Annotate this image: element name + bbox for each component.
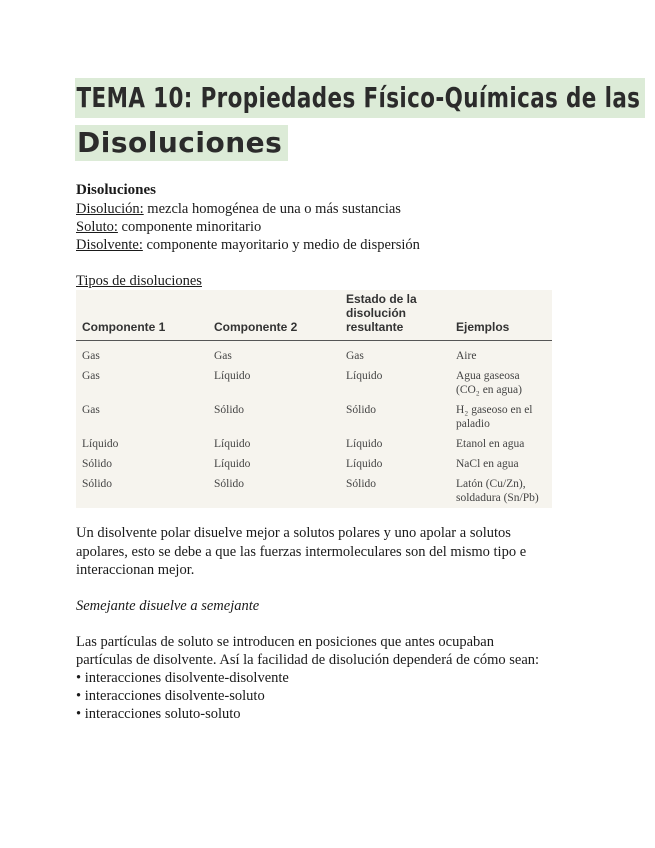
paragraph-line: Las partículas de soluto se introducen en posiciones que antes ocupaban: [76, 634, 494, 650]
table-header-cell: Ejemplos: [450, 290, 552, 341]
section-heading: Disoluciones: [76, 182, 157, 198]
table-header-cell: Estado de la disolución resultante: [340, 290, 450, 341]
bullet-item: • interacciones disolvente-disolvente: [76, 670, 289, 686]
table-cell: Gas: [214, 350, 232, 362]
paragraph-line: Un disolvente polar disuelve mejor a solutos polares y uno apolar a solutos: [76, 525, 511, 541]
table-cell: Líquido: [214, 458, 251, 470]
table-cell: Líquido: [214, 438, 251, 450]
table-row: [76, 400, 552, 434]
table-cell: Sólido: [82, 478, 113, 490]
definition-soluto: [76, 218, 261, 236]
table-cell: NaCl en agua: [456, 458, 519, 470]
definition-disolucion: [76, 200, 401, 218]
table-cell: Líquido: [346, 458, 383, 470]
table-row: [76, 474, 552, 508]
types-heading: Tipos de disoluciones: [76, 273, 202, 289]
table-cell: Aire: [456, 350, 477, 362]
table-cell: Líquido: [214, 370, 251, 382]
title-line-1: TEMA 10: Propiedades Físico-Químicas de las: [75, 78, 645, 118]
table-cell: Sólido: [214, 478, 245, 490]
table-cell: Sólido: [346, 404, 377, 416]
definition-text: mezcla homogénea de una o más sustancias: [143, 201, 401, 217]
table-cell: Gas: [82, 370, 100, 382]
table-header-row: [76, 290, 552, 341]
solution-types-table: [76, 290, 552, 508]
table-cell: Gas: [82, 404, 100, 416]
table-cell: Líquido: [346, 438, 383, 450]
paragraph-line: partículas de disolvente. Así la facilidad de disolución dependerá de cómo sean:: [76, 652, 540, 668]
bullet-item: • interacciones disolvente-soluto: [76, 688, 265, 704]
rule-statement: Semejante disuelve a semejante: [76, 598, 260, 614]
table-header-cell: Componente 2: [208, 290, 340, 341]
table-row: [76, 366, 552, 400]
definition-text: componente mayoritario y medio de dispersión: [142, 237, 420, 253]
table-cell: Gas: [346, 350, 364, 362]
definition-text: componente minoritario: [117, 219, 262, 235]
paragraph-line: interaccionan mejor.: [76, 562, 195, 578]
table-row: [76, 434, 552, 454]
table-cell: H₂ gaseoso en el paladio: [456, 404, 533, 430]
definition-term: Disolvente:: [76, 237, 143, 253]
table-cell: Agua gaseosa (CO₂ en agua): [456, 370, 522, 396]
title-line-2: Disoluciones: [75, 125, 288, 161]
definition-term: Disolución:: [76, 201, 144, 217]
paragraph-line: apolares, esto se debe a que las fuerzas intermoleculares son del mismo tipo e: [76, 544, 527, 560]
table-cell: Sólido: [346, 478, 377, 490]
definition-term: Soluto:: [76, 219, 118, 235]
definition-disolvente: [76, 236, 420, 254]
table-row: [76, 454, 552, 474]
table-cell: Sólido: [82, 458, 113, 470]
table-row: [76, 341, 552, 367]
table-cell: Gas: [82, 350, 100, 362]
bullet-item: • interacciones soluto-soluto: [76, 706, 241, 722]
table-cell: Líquido: [82, 438, 119, 450]
table-cell: Etanol en agua: [456, 438, 525, 450]
table-cell: Líquido: [346, 370, 383, 382]
table-cell: Sólido: [214, 404, 245, 416]
table-cell: Latón (Cu/Zn), soldadura (Sn/Pb): [456, 478, 539, 504]
table-header-cell: Componente 1: [76, 290, 208, 341]
